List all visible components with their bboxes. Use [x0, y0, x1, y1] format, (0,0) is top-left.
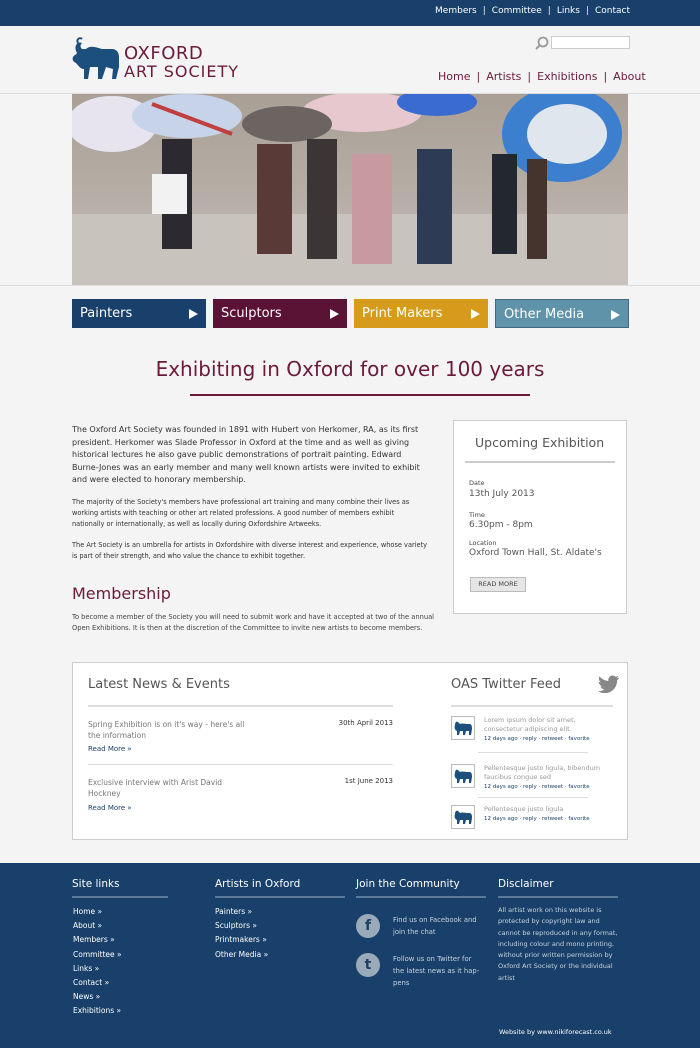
facebook-icon[interactable]: f — [356, 914, 380, 938]
bull-avatar-icon — [452, 717, 474, 739]
category-print-makers[interactable] — [354, 299, 488, 328]
tweet-item — [451, 764, 616, 792]
tweet-meta[interactable]: 12 days ago · reply · retweet · favorite — [484, 816, 590, 822]
twitter-feed-title: OAS Twitter Feed — [451, 677, 561, 692]
category-other-media[interactable] — [495, 299, 629, 328]
footer-link-about[interactable]: About » — [73, 921, 103, 931]
bull-avatar-icon — [452, 765, 474, 787]
membership-title: Membership — [72, 584, 171, 603]
location-value: Oxford Town Hall, St. Aldate's — [469, 548, 602, 558]
headline-rule — [190, 394, 530, 396]
tweet-avatar[interactable] — [451, 764, 475, 788]
news-headline[interactable]: Spring Exhibition is on it's way - here's all the information — [88, 720, 245, 740]
news-divider — [88, 764, 393, 765]
footer-site-links — [73, 905, 122, 1019]
news-item — [88, 777, 393, 817]
nav-artists[interactable]: Artists — [486, 70, 522, 83]
arrow-right-icon — [189, 309, 198, 319]
intro-text — [72, 424, 428, 572]
umbrella-painting-image — [72, 94, 628, 285]
news-item — [88, 719, 393, 759]
tweet-meta[interactable]: 12 days ago · reply · retweet · favorite — [484, 784, 590, 790]
facebook-text: Find us on Facebook and join the chat — [393, 916, 477, 936]
category-painters[interactable] — [72, 299, 206, 328]
site-logo[interactable] — [72, 37, 246, 83]
intro-paragraph-1: The Oxford Art Society was founded in 1891 with Hubert von Herkomer, RA, as its first president. Herkomer was Slade Professor in Oxford at the time and as well as giving historical lectures he also gave public demonstrations of portrait painting. Edward Burne-Jones was an early member and many well known artists were invited to exhibit and were elected to honorary membership. — [72, 425, 420, 484]
time-label: Time — [469, 511, 485, 519]
tweet-text: Pellentesque justo ligula — [484, 805, 564, 813]
time-value: 6.30pm - 8pm — [469, 520, 533, 530]
upcoming-title: Upcoming Exhibition — [475, 435, 605, 450]
category-sculptors-label: Sculptors — [221, 306, 282, 321]
footer-link-members[interactable]: Members » — [73, 935, 115, 945]
top-link-links[interactable]: Links — [556, 6, 580, 16]
footer-rule — [356, 896, 486, 898]
news-read-more-link[interactable]: Read More » — [88, 745, 132, 753]
page-headline: Exhibiting in Oxford for over 100 years — [155, 357, 545, 381]
twitter-rule — [451, 705, 613, 707]
category-print-makers-label: Print Makers — [362, 306, 443, 321]
upcoming-exhibition-panel — [453, 420, 627, 614]
read-more-button[interactable]: READ MORE — [470, 577, 526, 592]
top-links: Members | Committee | Links | Contact — [435, 6, 630, 16]
news-read-more-link[interactable]: Read More » — [88, 804, 132, 812]
logo-line1: OXFORD — [124, 43, 204, 64]
tweet-avatar[interactable] — [451, 716, 475, 740]
footer-link-committee[interactable]: Committee » — [73, 949, 122, 959]
tweet-item — [451, 805, 616, 833]
top-link-contact[interactable]: Contact — [594, 6, 630, 16]
search-box — [535, 36, 630, 50]
twitter-bird-icon[interactable] — [598, 675, 620, 693]
hero-painting — [72, 94, 628, 285]
tweet-divider — [478, 797, 588, 798]
footer-link-sculptors[interactable]: Sculptors » — [215, 921, 257, 931]
footer-artists-title: Artists in Oxford — [215, 878, 301, 890]
tweet-avatar[interactable] — [451, 805, 475, 829]
twitter-link[interactable] — [356, 953, 496, 993]
tweet-divider — [478, 752, 588, 753]
news-title: Latest News & Events — [88, 677, 230, 692]
footer-rule — [215, 896, 345, 898]
footer-community-title: Join the Community — [356, 878, 460, 890]
news-rule — [88, 705, 393, 707]
bull-logo-icon — [72, 37, 122, 81]
footer-link-news[interactable]: News » — [73, 992, 101, 1002]
footer-disclaimer-title: Disclaimer — [498, 878, 554, 890]
intro-paragraph-2: The majority of the Society's members have professional art training and many combine their lives as working artists with teaching or other art related professions. A good number of members exhibit nationally or internationally, as well as locally during Oxfordshire Artweeks. — [72, 497, 410, 528]
nav-exhibitions[interactable]: Exhibitions — [537, 70, 598, 83]
news-date: 1st June 2013 — [344, 777, 393, 785]
facebook-link[interactable] — [356, 914, 496, 944]
footer-link-painters[interactable]: Painters » — [215, 907, 253, 916]
footer-link-links[interactable]: Links » — [73, 963, 100, 973]
membership-text: To become a member of the Society you will need to submit work and have it accepted at two of the annual Open Exhibitions. It is then at the discretion of the Committee to invite new artists to become members. — [72, 613, 435, 632]
footer-link-other-media[interactable]: Other Media » — [215, 949, 269, 959]
tweet-text: Pellentesque justo ligula, bibendum faucibus congue sed — [484, 764, 601, 781]
footer-link-printmakers[interactable]: Printmakers » — [215, 935, 267, 945]
tweet-meta[interactable]: 12 days ago · reply · retweet · favorite — [484, 736, 590, 742]
footer-rule — [498, 896, 618, 898]
category-other-media-label: Other Media — [504, 307, 585, 322]
date-label: Date — [469, 479, 485, 487]
search-icon[interactable] — [535, 36, 549, 50]
footer-link-contact[interactable]: Contact » — [73, 978, 110, 988]
location-label: Location — [469, 539, 497, 547]
tweet-item — [451, 716, 616, 744]
bull-avatar-icon — [452, 806, 474, 828]
date-value: 13th July 2013 — [469, 489, 535, 499]
twitter-icon[interactable]: t — [356, 953, 380, 977]
footer-link-home[interactable]: Home » — [73, 907, 103, 916]
website-credit[interactable]: Website by www.nikiforecast.co.uk — [499, 1028, 612, 1036]
news-headline[interactable]: Exclusive interview with Arist David Hockney — [88, 778, 223, 798]
top-link-committee[interactable]: Committee — [491, 6, 542, 16]
footer-site-links-title: Site links — [72, 878, 120, 890]
logo-line2: ART SOCIETY — [124, 62, 240, 81]
arrow-right-icon — [471, 309, 480, 319]
tweet-text: Lorem ipsum dolor sit amet, consectetur adipiscing elit. — [484, 716, 576, 733]
news-date: 30th April 2013 — [338, 719, 393, 727]
upcoming-rule — [465, 461, 615, 463]
nav-home[interactable]: Home — [438, 70, 471, 83]
hero-divider — [0, 285, 700, 286]
twitter-text: Follow us on Twitter for the latest news as it hap-pens — [393, 955, 480, 987]
category-painters-label: Painters — [80, 306, 133, 321]
intro-paragraph-3: The Art Society is an umbrella for artists in Oxfordshire with diverse interest and experience, whose variety is part of their strength, and who value the chance to exhibit together. — [72, 540, 428, 560]
search-input[interactable] — [551, 36, 630, 49]
arrow-right-icon — [330, 309, 339, 319]
news-twitter-box — [72, 662, 628, 840]
category-sculptors[interactable] — [213, 299, 347, 328]
footer-artist-links — [215, 905, 268, 962]
disclaimer-text: All artist work on this website is protected by copyright law and cannot be reproduced in any format, including colour and mono printing, without prior written permission by Oxford Art Society or the individual artist — [498, 906, 618, 982]
top-bar — [0, 0, 700, 26]
main-nav: Home | Artists | Exhibitions | About — [438, 70, 646, 83]
top-link-members[interactable]: Members — [435, 6, 477, 16]
arrow-right-icon — [611, 310, 620, 320]
footer-rule — [72, 896, 168, 898]
footer-link-exhibitions[interactable]: Exhibitions » — [73, 1006, 122, 1016]
nav-about[interactable]: About — [613, 70, 646, 83]
